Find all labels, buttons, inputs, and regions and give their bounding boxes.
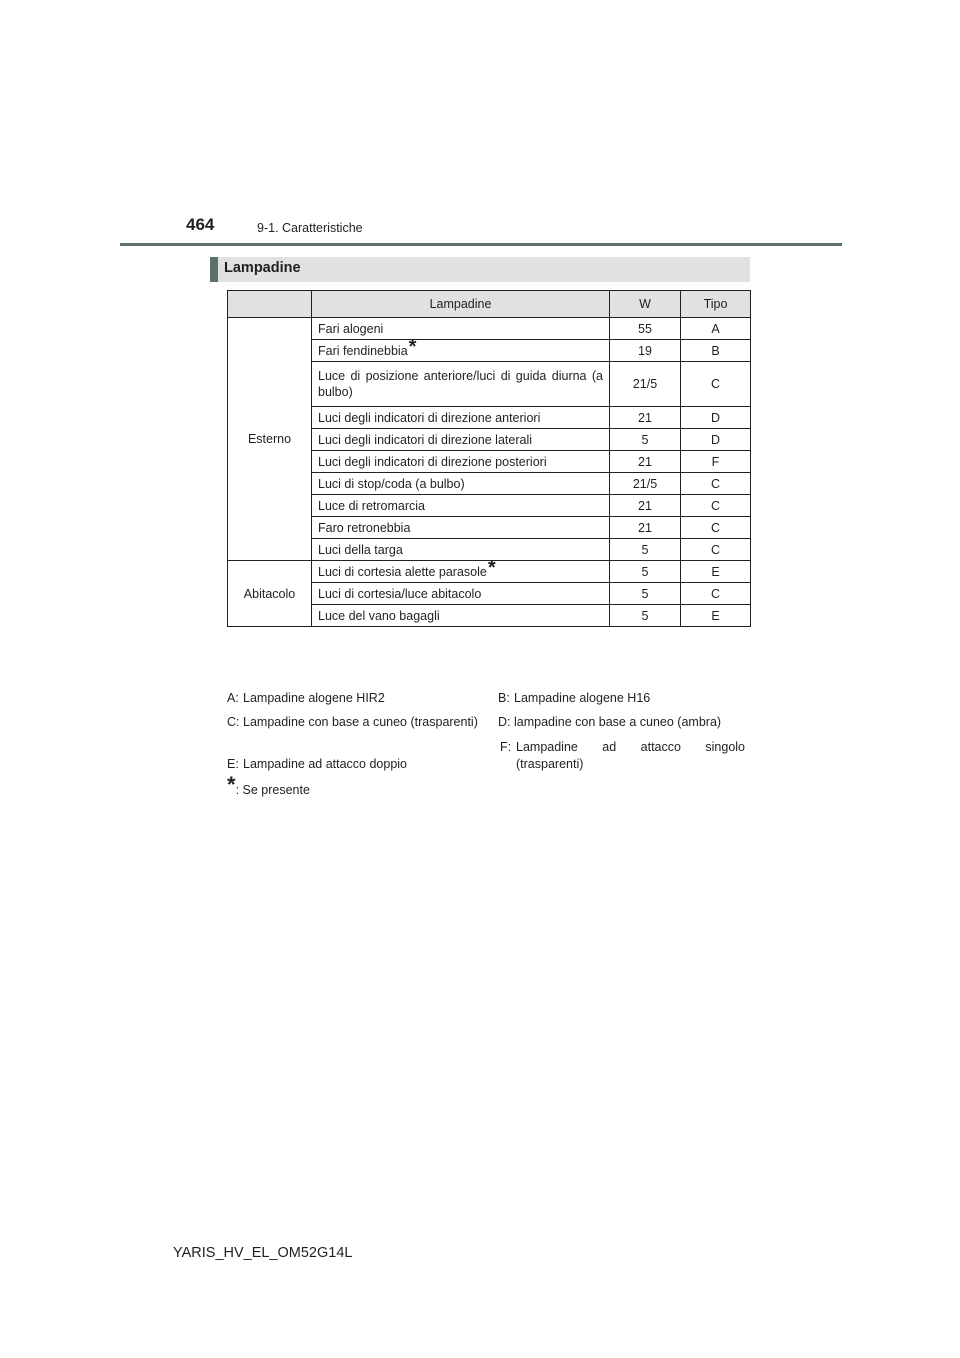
section-heading	[210, 257, 750, 282]
bulb-name: Luci di cortesia alette parasole	[318, 564, 487, 579]
legend-key: F:	[500, 740, 512, 754]
section-heading-label: Lampadine	[224, 260, 301, 276]
bulb-type: C	[681, 362, 751, 407]
bulb-name: Luci di stop/coda (a bulbo)	[312, 473, 610, 495]
header-rule	[120, 243, 842, 246]
document-code: YARIS_HV_EL_OM52G14L	[173, 1245, 353, 1261]
bulb-name: Luci degli indicatori di direzione anteriori	[312, 407, 610, 429]
legend-item-d	[498, 714, 745, 731]
column-header-bulb: Lampadine	[312, 291, 610, 318]
column-header-type: Tipo	[681, 291, 751, 318]
legend-key: D:	[498, 715, 511, 729]
bulb-name: Luci degli indicatori di direzione laterali	[312, 429, 610, 451]
bulb-type: D	[681, 407, 751, 429]
group-label-esterno: Esterno	[228, 318, 312, 561]
footnote-star: *	[227, 771, 236, 797]
group-label-abitacolo: Abitacolo	[228, 561, 312, 627]
bulb-name: Luce di retromarcia	[312, 495, 610, 517]
bulb-type: C	[681, 583, 751, 605]
bulb-name: Faro retronebbia	[312, 517, 610, 539]
bulb-watt: 21/5	[610, 473, 681, 495]
page-number: 464	[186, 215, 215, 234]
bulb-watt: 55	[610, 318, 681, 340]
bulb-watt: 5	[610, 605, 681, 627]
legend-item-a	[227, 690, 480, 707]
bulb-type: C	[681, 539, 751, 561]
bulb-watt: 5	[610, 583, 681, 605]
table-row	[228, 561, 751, 583]
legend-text: Lampadine alogene H16	[514, 691, 651, 705]
footnote-note	[227, 771, 310, 797]
legend-text: lampadine con base a cuneo (ambra)	[514, 715, 722, 729]
bulb-type: C	[681, 473, 751, 495]
bulb-watt: 21	[610, 495, 681, 517]
bulb-watt: 21/5	[610, 362, 681, 407]
bulb-type: B	[681, 340, 751, 362]
bulb-type: A	[681, 318, 751, 340]
legend-item-e	[227, 756, 480, 773]
bulb-name: Luci della targa	[312, 539, 610, 561]
bulb-name: Luce del vano bagagli	[312, 605, 610, 627]
bulb-watt: 21	[610, 517, 681, 539]
bulb-watt: 19	[610, 340, 681, 362]
legend-item-c	[227, 714, 480, 748]
bulb-type: D	[681, 429, 751, 451]
column-header-group	[228, 291, 312, 318]
bulb-type: E	[681, 561, 751, 583]
bulb-type: F	[681, 451, 751, 473]
bulb-watt: 5	[610, 429, 681, 451]
legend-item-f	[500, 739, 745, 773]
legend-key: A:	[227, 691, 239, 705]
bulb-watt: 21	[610, 451, 681, 473]
column-header-watt: W	[610, 291, 681, 318]
bulb-name: Luce di posizione anteriore/luci di guida diurna (a bulbo)	[312, 362, 610, 407]
section-title: 9-1. Caratteristiche	[257, 221, 363, 235]
table-row	[228, 318, 751, 340]
legend-text: Lampadine ad attacco singolo (trasparenti)	[516, 740, 745, 771]
legend-text: Lampadine con base a cuneo (trasparenti)	[243, 715, 478, 729]
bulb-watt: 21	[610, 407, 681, 429]
bulb-name-cell	[312, 335, 610, 362]
bulb-name: Fari alogeni	[312, 318, 610, 340]
bulb-name-cell	[312, 556, 610, 583]
bulb-name: Fari fendinebbia	[318, 343, 408, 358]
footnote-text: : Se presente	[235, 783, 310, 797]
legend-text: Lampadine alogene HIR2	[243, 691, 385, 705]
legend-item-b	[498, 690, 745, 707]
bulb-name: Luci di cortesia/luce abitacolo	[312, 583, 610, 605]
bulb-watt: 5	[610, 539, 681, 561]
footnote-star: *	[487, 556, 496, 579]
bulb-type: E	[681, 605, 751, 627]
legend-text: Lampadine ad attacco doppio	[243, 757, 408, 771]
bulb-watt: 5	[610, 561, 681, 583]
bulb-name: Luci degli indicatori di direzione posteriori	[312, 451, 610, 473]
legend-key: B:	[498, 691, 510, 705]
legend-key: C:	[227, 715, 240, 729]
table-header-row	[228, 291, 751, 318]
bulb-type: C	[681, 495, 751, 517]
bulbs-table	[227, 290, 751, 627]
footnote-star: *	[408, 335, 417, 358]
bulb-type: C	[681, 517, 751, 539]
legend-key: E:	[227, 757, 239, 771]
